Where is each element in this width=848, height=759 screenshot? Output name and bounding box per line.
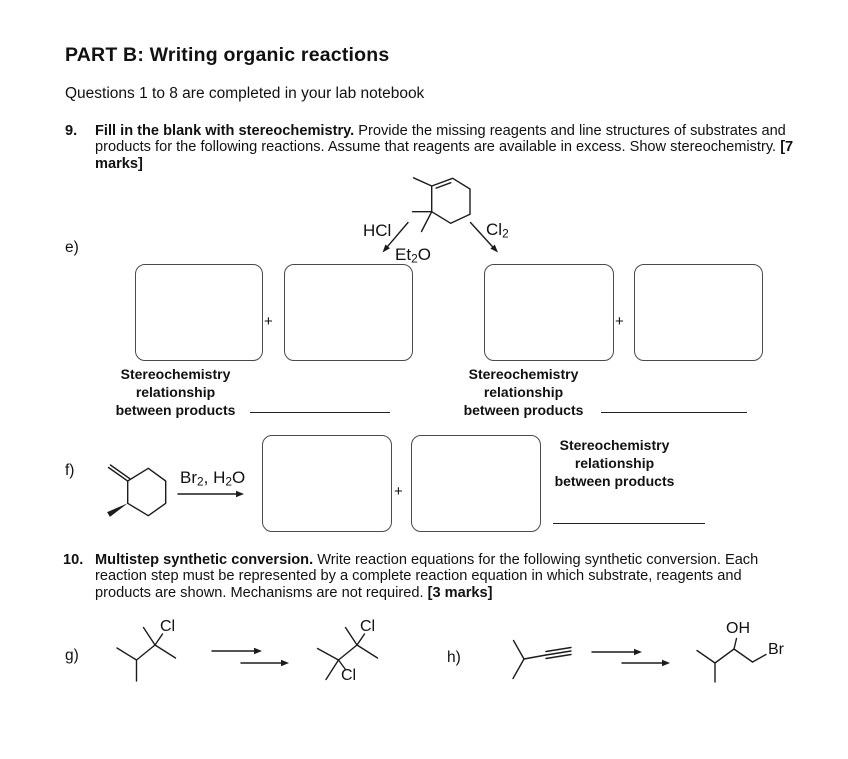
atom-label-oh-h-product: OH	[726, 620, 750, 637]
q9-number: 9.	[65, 123, 78, 139]
reagent-cl2: $Cl_2$	[486, 220, 509, 241]
answer-box-e3[interactable]	[484, 264, 614, 361]
structure-trimethylcyclohexene	[413, 178, 471, 232]
atom-label-cl-g-product-top: Cl	[360, 618, 376, 635]
answer-box-e2[interactable]	[284, 264, 413, 361]
stereo-caption-e-right: Stereochemistry relationship between products	[463, 366, 584, 419]
q10-marks: [3 marks]	[427, 584, 493, 601]
atom-label-br-h-product: Br	[768, 641, 784, 658]
section-label-f: f)	[65, 462, 75, 479]
plus-sign-f: +	[394, 483, 403, 500]
q9-text	[95, 123, 795, 172]
stereo-caption-f: Stereochemistry relationship between products	[554, 437, 675, 490]
structure-methyl-methylenecyclohexane	[107, 465, 166, 517]
section-label-e: e)	[65, 239, 79, 256]
arrow-h-step1	[592, 649, 642, 655]
intro-text: Questions 1 to 8 are completed in your lab notebook	[65, 85, 425, 102]
answer-box-e4[interactable]	[634, 264, 763, 361]
atom-label-cl-g-product-bottom: Cl	[341, 667, 357, 684]
q10-body: Write reaction equations for the following synthetic conversion. Each reaction step must be represented by a complete reaction equation in which substrate, reagents and products are shown. Mechanisms are not required.	[95, 552, 759, 601]
answer-box-e1[interactable]	[135, 264, 263, 361]
section-label-h: h)	[447, 649, 461, 666]
plus-sign-e-right: +	[615, 313, 624, 330]
arrow-br2-h2o	[178, 491, 244, 497]
structure-h-product	[697, 639, 766, 683]
arrow-g-step1	[212, 648, 262, 654]
q10-number: 10.	[63, 552, 84, 568]
q10-lead: Multistep synthetic conversion.	[95, 552, 314, 568]
arrow-h-step2	[622, 660, 670, 666]
reagent-et2o: $Et_2O$	[395, 245, 431, 266]
plus-sign-e-left: +	[264, 313, 273, 330]
page-title: PART B: Writing organic reactions	[65, 44, 390, 66]
section-label-g: g)	[65, 647, 79, 664]
q9-lead: Fill in the blank with stereochemistry.	[95, 123, 355, 139]
atom-label-cl-g-substrate: Cl	[160, 618, 176, 635]
answer-box-f2[interactable]	[411, 435, 541, 532]
reagent-hcl: HCl	[363, 221, 392, 240]
answer-blank-f[interactable]	[553, 523, 705, 524]
answer-box-f1[interactable]	[262, 435, 392, 532]
q9-marks: [7 marks]	[95, 139, 794, 172]
answer-blank-e-right[interactable]	[601, 412, 747, 413]
q10-text	[95, 552, 801, 601]
stereo-caption-e-left: Stereochemistry relationship between products	[115, 366, 236, 419]
q9-body: Provide the missing reagents and line structures of substrates and products for the following reactions. Assume that reagents are available in excess. Show stereochemistry.	[95, 123, 786, 156]
arrow-g-step2	[241, 660, 289, 666]
reagent-br2-h2o: $Br_2$, $H_2O$	[180, 468, 246, 489]
structure-h-substrate	[513, 641, 571, 679]
answer-blank-e-left[interactable]	[250, 412, 390, 413]
